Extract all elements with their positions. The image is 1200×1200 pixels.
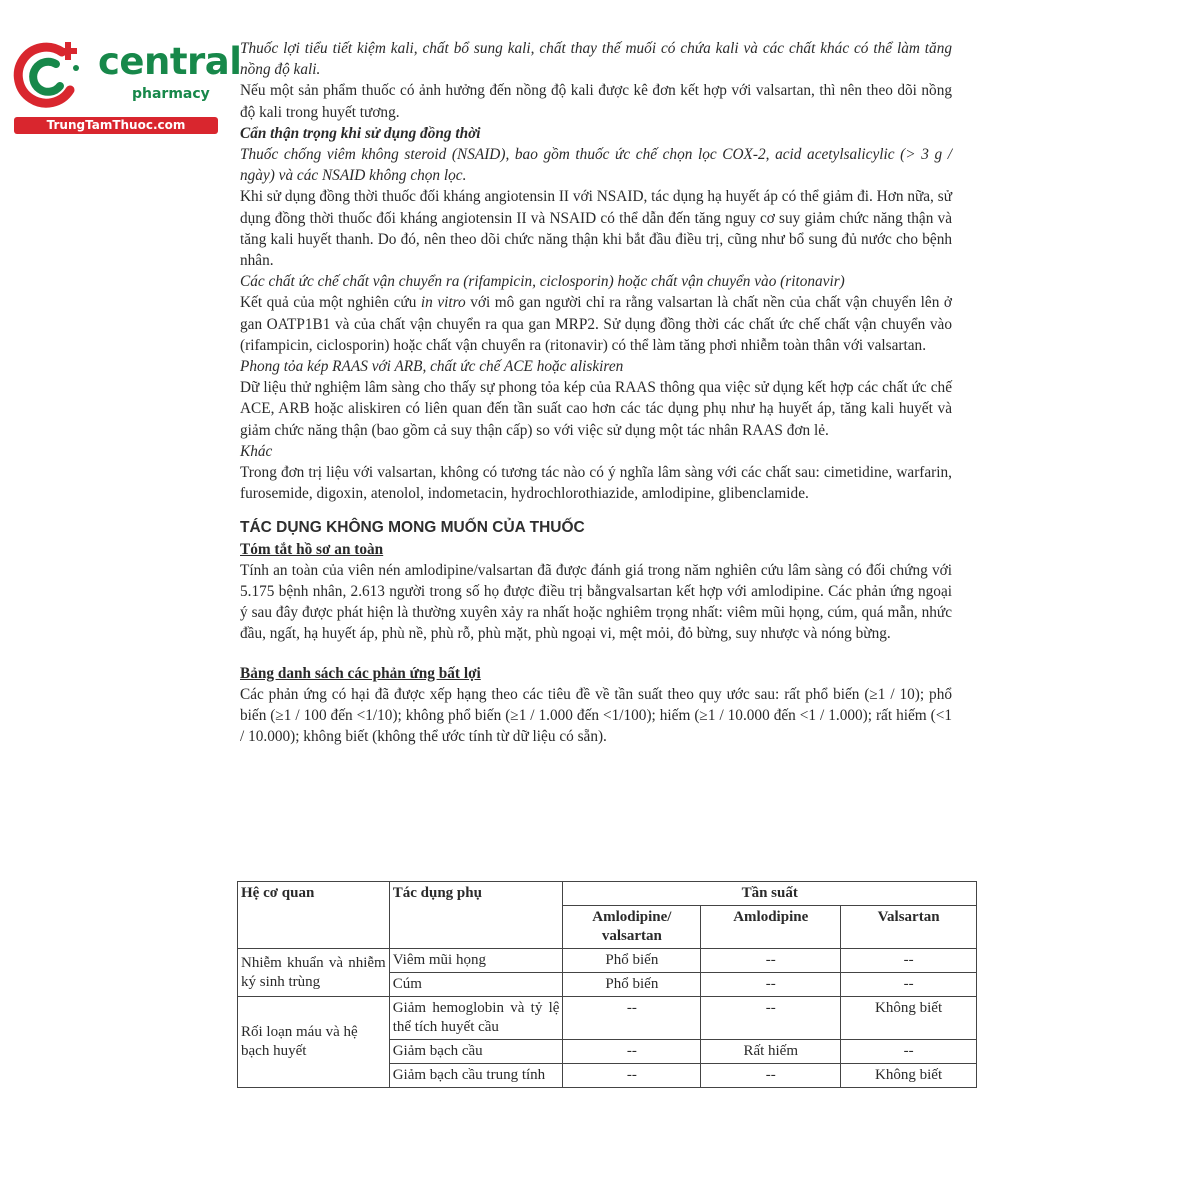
frequency-cell: --	[841, 973, 977, 997]
text-segment: Kết quả của một nghiên cứu	[240, 294, 421, 312]
frequency-cell: Không biết	[841, 997, 977, 1040]
column-header-amlodipine-valsartan: Amlodipine/ valsartan	[563, 906, 701, 949]
text-segment: với mô gan người chỉ ra rằng valsartan là chất nền của chất vận chuyển lên ở gan OATP1B1 và của chất vận chuyển ra qua gan MRP2. Sử dụng đồng thời các chất ức chế chất vận chuyển vào (rifampicin, ciclosporin) hoặc chất vận chuyển ra (ritonavir) có thể làm tăng phơi nhiễm toàn thân với valsartan.	[240, 294, 952, 354]
side-effect-cell: Cúm	[389, 973, 563, 997]
frequency-cell: --	[841, 1040, 977, 1064]
paragraph-other: Khác	[240, 442, 273, 460]
column-header-valsartan: Valsartan	[841, 906, 977, 949]
column-header-amlodipine: Amlodipine	[701, 906, 841, 949]
paragraph-potassium-monitoring: Nếu một sản phẩm thuốc có ảnh hưởng đến nồng độ kali được kê đơn kết hợp với valsartan, thì nên theo dõi nồng độ kali trong huyết tương.	[240, 82, 952, 121]
paragraph-raas-data: Dữ liệu thử nghiệm lâm sàng cho thấy sự phong tỏa kép của RAAS thông qua việc sử dụng kết hợp các chất ức chế ACE, ARB hoặc aliskiren có liên quan đến tần suất cao hơn các tác dụng phụ như hạ huyết áp, tăng kali huyết và giảm chức năng thận (bao gồm cả suy thận cấp) so với việc sử dụng một tác nhân RAAS đơn lẻ.	[240, 379, 952, 439]
logo-subtitle: pharmacy	[132, 86, 210, 102]
logo-url[interactable]: TrungTamThuoc.com	[14, 117, 218, 134]
paragraph-nsaid: Thuốc chống viêm không steroid (NSAID), bao gồm thuốc ức chế chọn lọc COX-2, acid acetylsalicylic (> 3 g / ngày) và các NSAID không chọn lọc.	[240, 146, 952, 185]
heading-adverse-reaction-list: Bảng danh sách các phản ứng bất lợi	[240, 664, 481, 682]
heading-safety-summary: Tóm tắt hồ sơ an toàn	[240, 540, 384, 558]
central-pharmacy-logo-icon	[10, 38, 86, 114]
paragraph-potassium-drugs: Thuốc lợi tiểu tiết kiệm kali, chất bổ sung kali, chất thay thế muối có chứa kali và các chất khác có thể làm tăng nồng độ kali.	[240, 40, 952, 79]
column-header-side-effect: Tác dụng phụ	[389, 882, 563, 949]
organ-group-infections: Nhiễm khuẩn và nhiễm ký sinh trùng	[238, 949, 390, 997]
table-header-row	[238, 882, 977, 906]
table-row	[238, 997, 977, 1040]
spacer	[240, 645, 952, 663]
frequency-cell: --	[563, 997, 701, 1040]
text-segment-italic: in vitro	[420, 294, 466, 312]
frequency-cell: --	[701, 997, 841, 1040]
side-effect-cell: Viêm mũi họng	[389, 949, 563, 973]
frequency-cell: --	[701, 1064, 841, 1088]
column-header-organ-system: Hệ cơ quan	[238, 882, 390, 949]
paragraph-safety-summary: Tính an toàn của viên nén amlodipine/valsartan đã được đánh giá trong năm nghiên cứu lâm sàng có đối chứng với 5.175 bệnh nhân, 2.613 người trong số họ được điều trị bằngvalsartan kết hợp với amlodipine. Các phản ứng ngoại ý sau đây được phát hiện là thường xuyên xảy ra nhất hoặc nghiêm trọng nhất: viêm mũi họng, cúm, quá mẫn, nhức đầu, ngất, hạ huyết áp, phù nề, phù rỗ, phù mặt, phù ngoại vi, mệt mỏi, đỏ bừng, suy nhược và nóng bừng.	[240, 561, 952, 643]
paragraph-in-vitro-study	[240, 292, 952, 356]
paragraph-raas-blockade: Phong tỏa kép RAAS với ARB, chất ức chế ACE hoặc aliskiren	[240, 358, 624, 376]
side-effect-cell: Giảm bạch cầu	[389, 1040, 563, 1064]
frequency-cell: --	[841, 949, 977, 973]
frequency-cell: Rất hiếm	[701, 1040, 841, 1064]
paragraph-frequency-convention: Các phản ứng có hại đã được xếp hạng theo các tiêu đề về tần suất theo quy ước sau: rất phổ biến (≥1 / 10); phổ biến (≥1 / 100 đến <1/10); không phổ biến (≥1 / 1.000 đến <1/100); hiếm (≥1 / 10.000 đến <1 / 1.000); rất hiếm (<1 / 10.000); không biết (không thể ước tính từ dữ liệu có sẵn).	[240, 685, 952, 746]
table-row	[238, 949, 977, 973]
adverse-reactions-table	[237, 881, 977, 1088]
frequency-cell: Phổ biến	[563, 949, 701, 973]
pharmacy-logo[interactable]	[10, 38, 242, 138]
paragraph-transporter-inhibitors: Các chất ức chế chất vận chuyển ra (rifampicin, ciclosporin) hoặc chất vận chuyển vào (ritonavir)	[240, 273, 845, 291]
frequency-cell: Không biết	[841, 1064, 977, 1088]
organ-group-blood-lymphatic: Rối loạn máu và hệ bạch huyết	[238, 997, 390, 1088]
frequency-cell: --	[563, 1040, 701, 1064]
frequency-cell: --	[701, 949, 841, 973]
frequency-cell: --	[563, 1064, 701, 1088]
heading-caution: Cẩn thận trọng khi sử dụng đồng thời	[240, 124, 481, 142]
section-heading-adverse-effects: TÁC DỤNG KHÔNG MONG MUỐN CỦA THUỐC	[240, 519, 585, 537]
frequency-cell: --	[701, 973, 841, 997]
logo-name: central	[98, 40, 242, 83]
frequency-cell: Phổ biến	[563, 973, 701, 997]
column-header-frequency: Tần suất	[563, 882, 977, 906]
side-effect-cell: Giảm hemoglobin và tỷ lệ thể tích huyết cầu	[389, 997, 563, 1040]
document-body	[240, 38, 952, 748]
paragraph-nsaid-effects: Khi sử dụng đồng thời thuốc đối kháng angiotensin II với NSAID, tác dụng hạ huyết áp có thể giảm đi. Hơn nữa, sử dụng đồng thời thuốc đối kháng angiotensin II và NSAID có thể dẫn đến tăng nguy cơ suy giảm chức năng thận và tăng kali huyết thanh. Do đó, nên theo dõi chức năng thận khi bắt đầu điều trị, cũng như bổ sung đủ nước cho bệnh nhân.	[240, 188, 952, 270]
paragraph-no-interactions: Trong đơn trị liệu với valsartan, không có tương tác nào có ý nghĩa lâm sàng với các chất sau: cimetidine, warfarin, furosemide, digoxin, atenolol, indometacin, hydrochlorothiazide, amlodipine, glibenclamide.	[240, 464, 952, 503]
side-effect-cell: Giảm bạch cầu trung tính	[389, 1064, 563, 1088]
